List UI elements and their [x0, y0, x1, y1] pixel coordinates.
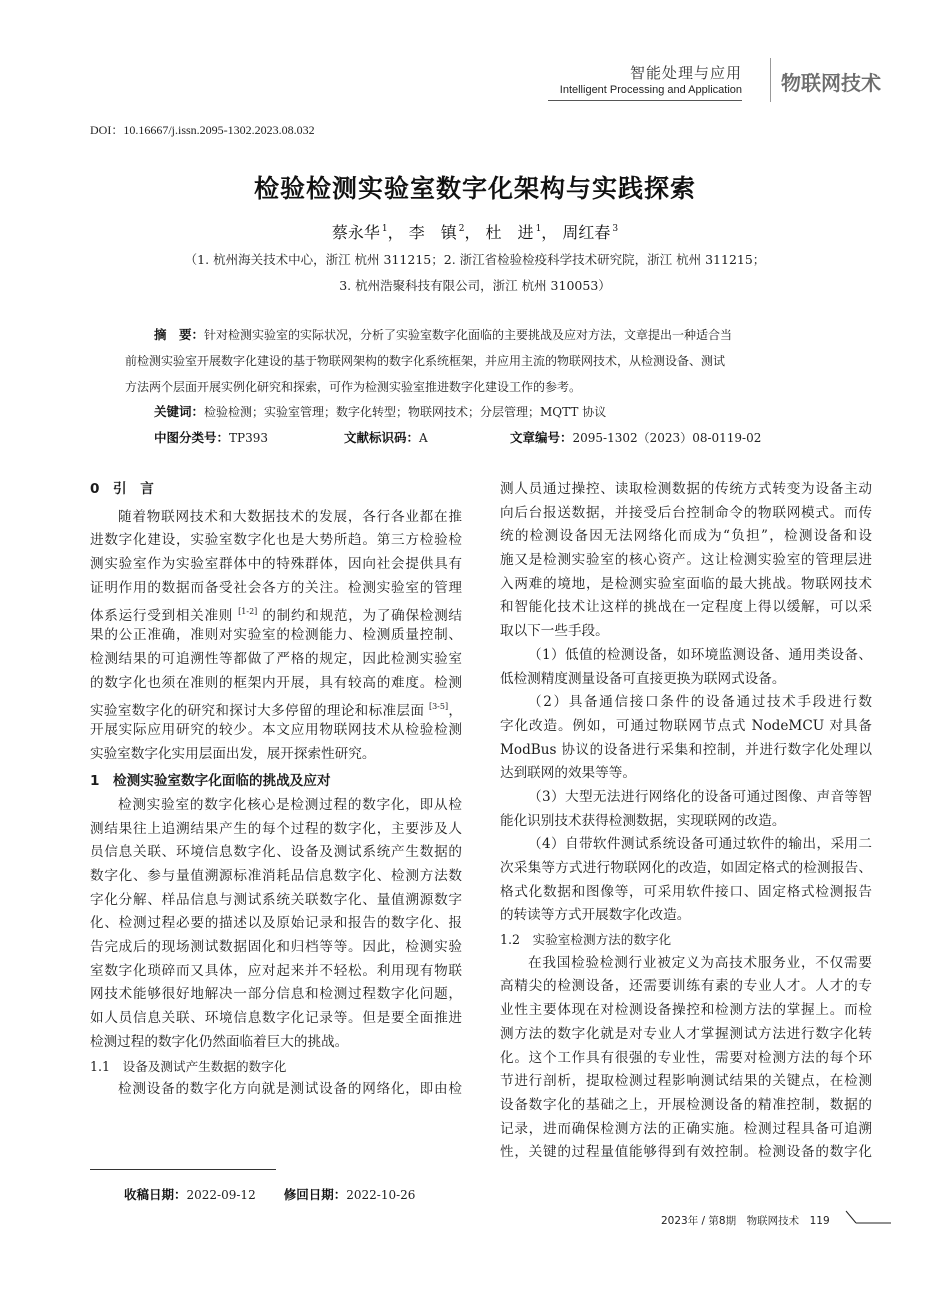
doc-code-label: 文献标识码： — [344, 430, 420, 445]
body-line: 检测过程的数字化仍然面临着巨大的挑战。 — [90, 1033, 349, 1050]
body-line: 果的公正准确，准则对实验室的检测能力、检测质量控制、 — [90, 627, 462, 644]
abstract-text: 针对检测实验室的实际状况，分析了实验室数字化面临的主要挑战及应对方法，文章提出一种适合当 — [204, 328, 733, 342]
body-text: ， — [448, 703, 463, 720]
list-item-line: 能化识别技术获得检测数据，实现联网的改造。 — [500, 812, 786, 829]
list-item-line: 的转读等方式开展数字化改造。 — [500, 907, 691, 924]
body-line: 开展实际应用研究的较少。本文应用物联网技术从检验检测 — [90, 721, 462, 738]
author-name: 杜 进 — [485, 223, 534, 242]
article-number — [510, 428, 761, 446]
keywords-text: 检验检测；实验室管理；数字化转型；物联网技术；分层管理；MQTT 协议 — [204, 405, 607, 419]
body-line: 测实验室作为实验室群体中的特殊群体，因向社会提供具有 — [90, 556, 462, 573]
footer-slash-icon — [844, 1209, 892, 1225]
body-line: 进数字化建设，实验室数字化也是大势所趋。第三方检验检 — [90, 532, 462, 549]
doi: DOI：10.16667/j.issn.2095-1302.2023.08.032 — [90, 123, 315, 137]
section-heading: 1 检测实验室数字化面临的挑战及应对 — [90, 773, 331, 790]
abstract-line — [154, 325, 869, 343]
body-line: 记录，进而确保检测方法的正确实施。检测过程具备可追溯 — [500, 1120, 872, 1137]
author-name: 李 镇 — [408, 223, 457, 242]
body-line: 检测实验室的数字化核心是检测过程的数字化，即从检 — [118, 796, 462, 813]
list-item-line: 达到联网的效果等等。 — [500, 765, 636, 782]
page-footer: 2023年 / 第8期 物联网技术 119 — [661, 1215, 830, 1227]
author-affil-mark: 1 — [381, 224, 388, 234]
body-line: 统的检测设备因无法网络化而成为“负担”，检测设备和设 — [500, 528, 872, 545]
author-affil-mark: 2 — [458, 224, 465, 234]
body-line: 随着物联网技术和大数据技术的发展，各行各业都在推 — [118, 508, 462, 525]
body-line: 化。这个工作具有很强的专业性，需要对检测方法的每个环 — [500, 1049, 872, 1066]
keywords — [154, 402, 869, 420]
body-text: 的制约和规范，为了确保检测结 — [262, 608, 462, 625]
revised-date: 2022-10-26 — [346, 1188, 416, 1202]
body-line: 实验室数字化实用层面出发，展开探索性研究。 — [90, 745, 376, 762]
left-column — [90, 478, 462, 1102]
header-rule — [548, 100, 742, 101]
body-line: 测结果往上追溯结果产生的每个过程的数字化，主要涉及人 — [90, 820, 462, 837]
affiliation-line: 3. 杭州浩聚科技有限公司，浙江 杭州 310053） — [339, 278, 611, 293]
author-affil-mark: 3 — [612, 224, 619, 234]
received-label: 收稿日期： — [124, 1187, 187, 1202]
body-line: 性，关键的过程量值能够得到有效控制。检测设备的数字化 — [500, 1144, 872, 1161]
subsection-heading: 1.2 实验室检测方法的数字化 — [500, 932, 672, 948]
classification-row — [154, 428, 854, 448]
body-line: 设备数字化的基础之上，开展检测设备的精准控制，数据的 — [500, 1096, 872, 1113]
body-line: 检测结果的可追溯性等都做了严格的规定，因此检测实验室 — [90, 650, 462, 667]
body-line: 测人员通过操控、读取检测数据的传统方式转变为设备主动 — [500, 481, 872, 497]
body-line: 字化分解、样品信息与测试系统关联数字化、量值溯源数字 — [90, 891, 462, 908]
list-item-line: 字化改造。例如，可通过物联网节点式 NodeMCU 对具备 — [500, 717, 872, 734]
body-line: 和智能化技术让这样的挑战在一定程度上得以缓解，可以采 — [500, 599, 872, 616]
body-line: 化、检测过程必要的描述以及原始记录和报告的数字化、报 — [90, 915, 462, 932]
body-line: 室数字化琐碎而又具体，应对起来并不轻松。利用现有物联 — [90, 962, 462, 979]
list-item-line: 格式化数据和图像等，可采用软件接口、固定格式检测报告 — [500, 883, 872, 900]
header-divider — [770, 58, 771, 102]
body-line: 高精尖的检测设备，还需要训练有素的专业人才。人才的专 — [500, 978, 872, 995]
body-line: 业性主要体现在对检测设备操控和检测方法的掌握上。而检 — [500, 1002, 872, 1019]
section-title-cn: 智能处理与应用 — [629, 64, 742, 82]
citation-ref: [1-2] — [238, 607, 258, 617]
body-line: 入两难的境地，是检测实验室面临的最大挑战。物联网技术 — [500, 575, 872, 592]
clc-value: TP393 — [229, 431, 268, 445]
doc-code — [344, 428, 428, 446]
author-name: 蔡永华 — [331, 223, 380, 242]
body-line: 证明作用的数据而备受社会各方的关注。检测实验室的管理 — [90, 579, 462, 596]
body-line: 员信息关联、环境信息数字化、设备及测试系统产生数据的 — [90, 844, 462, 861]
list-item-line: （2）具备通信接口条件的设备通过技术手段进行数 — [528, 694, 872, 711]
doc-code-value: A — [419, 431, 428, 445]
body-text: 实验室数字化的研究和探讨大多停留的理论和标准层面 — [90, 703, 425, 720]
svg-text:物联网技术: 物联网技术 — [781, 71, 881, 95]
journal-logo — [779, 64, 883, 98]
list-item-line: （3）大型无法进行网络化的设备可通过图像、声音等智 — [528, 788, 872, 805]
section-title-en: Intelligent Processing and Application — [559, 84, 742, 96]
clc-label: 中图分类号： — [154, 430, 230, 445]
revised-label: 修回日期： — [283, 1187, 347, 1202]
section-heading: 0 引 言 — [90, 481, 154, 497]
right-column — [500, 478, 872, 1165]
body-line: 施又是检测实验室的核心资产。这让检测实验室的管理层进 — [500, 552, 872, 569]
author-affil-mark: 1 — [535, 224, 542, 234]
abstract-label: 摘 要： — [154, 327, 205, 342]
body-line: 数字化、参与量值溯源标准消耗品信息数字化、检测方法数 — [90, 868, 462, 884]
keywords-label: 关键词： — [154, 404, 205, 419]
body-line: 取以下一些手段。 — [500, 623, 609, 640]
abstract-line: 前检测实验室开展数字化建设的基于物联网架构的数字化系统框架，并应用主流的物联网技术，从检测设备、测试 — [125, 354, 726, 368]
author-separator: ， — [464, 223, 481, 242]
clc-code — [154, 428, 268, 446]
body-line: 如人员信息关联、环境信息数字化记录等。但是要全面推进 — [90, 1010, 462, 1027]
subsection-heading: 1.1 设备及测试产生数据的数字化 — [90, 1058, 287, 1074]
body-line — [90, 695, 462, 719]
paper-title: 检验检测实验室数字化架构与实践探索 — [253, 174, 696, 203]
received-date: 2022-09-12 — [186, 1188, 256, 1202]
author-name: 周红春 — [562, 223, 611, 242]
abstract-line: 方法两个层面开展实例化研究和探索，可作为检测实验室推进数字化建设工作的参考。 — [125, 380, 582, 394]
affiliation-line: （1. 杭州海关技术中心，浙江 杭州 311215；2. 浙江省检验检疫科学技术研究院，浙江 杭州 311215； — [184, 252, 766, 267]
footnote-rule — [90, 1169, 276, 1170]
list-item-line: （1）低值的检测设备，如环境监测设备、通用类设备、 — [528, 646, 872, 663]
body-line: 向后台报送数据，并接受后台控制命令的物联网模式。而传 — [500, 504, 872, 521]
body-text: 体系运行受到相关准则 — [90, 608, 234, 625]
body-line: 检测设备的数字化方向就是测试设备的网络化，即由检 — [118, 1081, 462, 1098]
body-line: 节进行剖析，提取检测过程影响测试结果的关键点，在检测 — [500, 1073, 872, 1090]
article-number-label: 文章编号： — [510, 430, 573, 445]
article-number-value: 2095-1302（2023）08-0119-02 — [572, 431, 762, 445]
list-item-line: 低检测精度测量设备可直接更换为联网式设备。 — [500, 670, 786, 687]
author-separator: ， — [541, 223, 558, 242]
body-line: 的数字化也须在准则的框架内开展，具有较高的难度。检测 — [90, 674, 462, 691]
body-line: 测方法的数字化就是对专业人才掌握测试方法进行数字化转 — [500, 1025, 872, 1042]
body-line — [90, 600, 462, 624]
list-item-line: （4）自带软件测试系统设备可通过软件的输出，采用二 — [528, 836, 872, 853]
citation-ref: [3-5] — [428, 702, 449, 712]
body-line: 告完成后的现场测试数据固化和归档等等。因此，检测实验 — [90, 939, 462, 956]
list-item-line: 次采集等方式进行物联网化的改造，如固定格式的检测报告、 — [500, 860, 872, 876]
body-line: 网技术能够很好地解决一部分信息和检测过程数字化问题， — [90, 986, 462, 1003]
author-separator: ， — [387, 223, 404, 242]
body-line: 在我国检验检测行业被定义为高技术服务业，不仅需要 — [528, 954, 872, 971]
received-dates — [124, 1185, 415, 1203]
author-list — [0, 220, 950, 243]
list-item-line: ModBus 协议的设备进行采集和控制，并进行数字化处理以 — [500, 741, 872, 758]
